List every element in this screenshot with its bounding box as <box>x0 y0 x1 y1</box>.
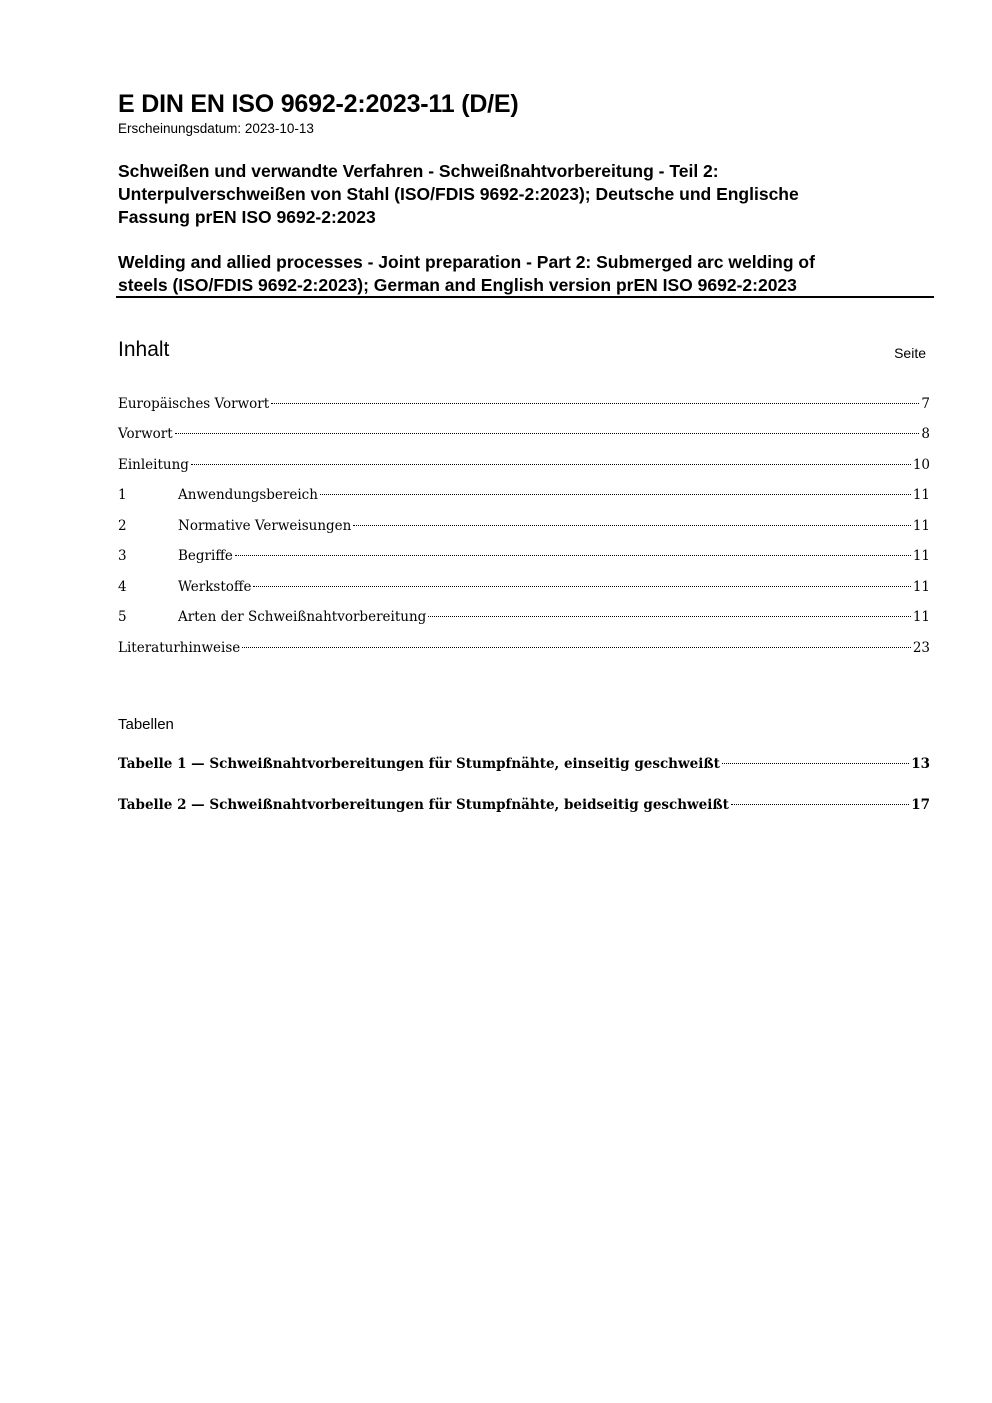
title-english-line: Welding and allied processes - Joint preparation - Part 2: Submerged arc welding of <box>118 252 815 272</box>
table-entry-page: 13 <box>911 756 930 772</box>
dot-leader <box>242 647 911 648</box>
title-english-line: steels (ISO/FDIS 9692-2:2023); German and English version prEN ISO 9692-2:2023 <box>118 275 797 295</box>
toc-entry-normative-verweisungen[interactable] <box>118 516 930 536</box>
toc-entry-page: 11 <box>912 487 930 503</box>
toc-entry-label: Normative Verweisungen <box>178 518 352 534</box>
toc-entry-number: 1 <box>118 487 127 503</box>
dot-leader <box>722 763 909 764</box>
dot-leader <box>353 525 910 526</box>
toc-entry-page: 11 <box>912 579 930 595</box>
toc-entry-page: 23 <box>912 640 930 656</box>
dot-leader <box>320 494 911 495</box>
dot-leader <box>191 464 911 465</box>
title-german <box>118 160 938 229</box>
toc-entry-label: Begriffe <box>178 548 233 564</box>
tables-heading: Tabellen <box>118 716 174 733</box>
toc-entry-label: Literaturhinweise <box>118 640 241 656</box>
toc-entry-number: 5 <box>118 609 127 625</box>
title-german-line: Schweißen und verwandte Verfahren - Schweißnahtvorbereitung - Teil 2: <box>118 161 719 181</box>
toc-entry-label: Vorwort <box>118 426 173 442</box>
toc-entry-vorwort[interactable] <box>118 424 930 444</box>
table-entry-label: Tabelle 2 — Schweißnahtvorbereitungen für Stumpfnähte, beidseitig geschweißt <box>118 797 729 813</box>
toc-entry-page: 10 <box>912 457 930 473</box>
dot-leader <box>175 433 920 434</box>
toc-entry-anwendungsbereich[interactable] <box>118 485 930 505</box>
title-german-line: Unterpulverschweißen von Stahl (ISO/FDIS 9692-2:2023); Deutsche und Englische <box>118 184 799 204</box>
title-divider <box>116 296 934 298</box>
table-entry-1[interactable] <box>118 754 930 774</box>
toc-entry-page: 11 <box>912 518 930 534</box>
toc-entry-begriffe[interactable] <box>118 546 930 566</box>
table-entry-2[interactable] <box>118 795 930 815</box>
toc-entry-werkstoffe[interactable] <box>118 577 930 597</box>
dot-leader <box>253 586 910 587</box>
toc-heading: Inhalt <box>118 338 170 361</box>
toc-entry-page: 11 <box>912 548 930 564</box>
toc-entry-label: Anwendungsbereich <box>178 487 318 503</box>
toc-page-column-label: Seite <box>894 345 926 361</box>
table-entry-page: 17 <box>911 797 930 813</box>
dot-leader <box>271 403 919 404</box>
toc-entry-literaturhinweise[interactable] <box>118 638 930 658</box>
table-entry-label: Tabelle 1 — Schweißnahtvorbereitungen für Stumpfnähte, einseitig geschweißt <box>118 756 720 772</box>
toc-entry-einleitung[interactable] <box>118 455 930 475</box>
dot-leader <box>428 616 911 617</box>
toc-entry-page: 8 <box>921 426 930 442</box>
title-german-line: Fassung prEN ISO 9692-2:2023 <box>118 207 376 227</box>
toc-entry-label: Einleitung <box>118 457 189 473</box>
document-id: E DIN EN ISO 9692-2:2023-11 (D/E) <box>118 90 519 118</box>
toc-entry-number: 3 <box>118 548 127 564</box>
toc-entry-arten-der-schweissnahtvorbereitung[interactable] <box>118 607 930 627</box>
toc-entry-page: 11 <box>912 609 930 625</box>
toc-entry-number: 4 <box>118 579 127 595</box>
dot-leader <box>235 555 911 556</box>
toc-entry-label: Europäisches Vorwort <box>118 396 270 412</box>
publication-date: Erscheinungsdatum: 2023-10-13 <box>118 121 314 136</box>
toc-entry-label: Werkstoffe <box>178 579 252 595</box>
toc-entry-number: 2 <box>118 518 127 534</box>
toc-entry-label: Arten der Schweißnahtvorbereitung <box>178 609 427 625</box>
toc-entry-page: 7 <box>921 396 930 412</box>
title-english <box>118 251 938 297</box>
dot-leader <box>731 804 909 805</box>
toc-entry-europaeisches-vorwort[interactable] <box>118 394 930 414</box>
